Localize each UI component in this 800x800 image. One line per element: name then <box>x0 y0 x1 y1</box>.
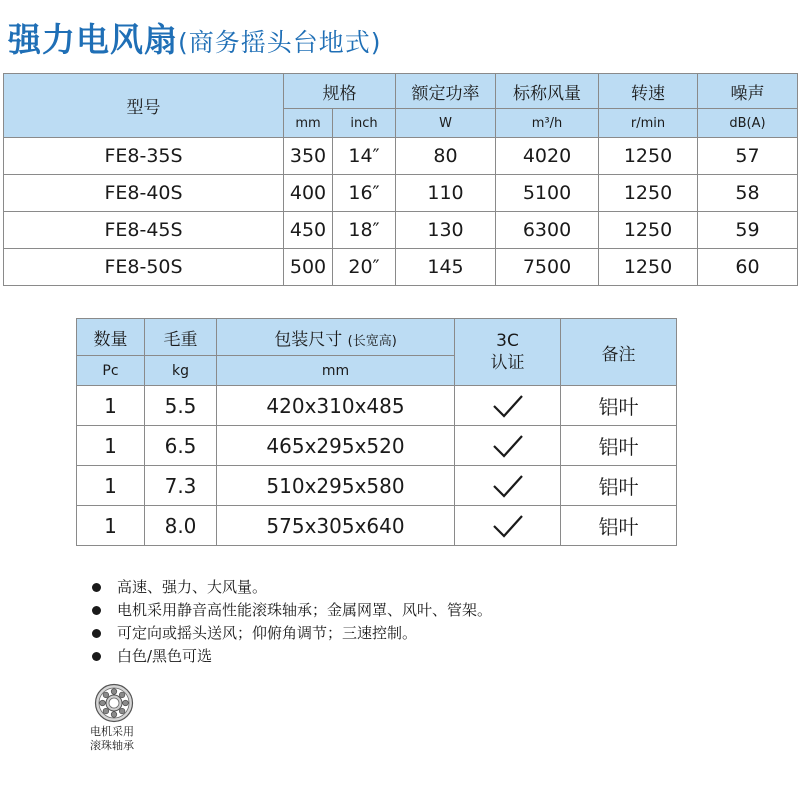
table-row <box>77 506 677 546</box>
cell-airflow: 6300 <box>496 212 599 249</box>
pack-header-row <box>77 319 677 356</box>
cell-inch: 18″ <box>333 212 396 249</box>
bearing-label-line1: 电机采用 <box>90 725 134 738</box>
unit-power: W <box>396 109 496 138</box>
spec-header-row <box>4 74 798 109</box>
unit-noise: dB(A) <box>698 109 798 138</box>
cell-speed: 1250 <box>599 175 698 212</box>
cell-qty: 1 <box>77 386 145 426</box>
header-airflow: 标称风量 <box>496 74 599 109</box>
title-main: 强力电风扇 <box>8 20 178 59</box>
bullet-icon <box>92 629 101 638</box>
cell-remark: 铝叶 <box>561 386 677 426</box>
bullet-icon <box>92 606 101 615</box>
cell-model: FE8-50S <box>4 249 284 286</box>
bullet-icon <box>92 583 101 592</box>
header-model: 型号 <box>4 74 284 138</box>
unit-speed: r/min <box>599 109 698 138</box>
cell-noise: 58 <box>698 175 798 212</box>
cell-inch: 20″ <box>333 249 396 286</box>
cell-remark: 铝叶 <box>561 466 677 506</box>
cell-power: 110 <box>396 175 496 212</box>
cell-cert <box>455 466 561 506</box>
feature-text: 白色/黑色可选 <box>117 647 213 665</box>
unit-mm: mm <box>284 109 333 138</box>
cell-inch: 14″ <box>333 138 396 175</box>
cell-airflow: 4020 <box>496 138 599 175</box>
cell-speed: 1250 <box>599 249 698 286</box>
unit-airflow: m³/h <box>496 109 599 138</box>
header-cert <box>455 319 561 386</box>
header-power: 额定功率 <box>396 74 496 109</box>
cell-cert <box>455 426 561 466</box>
header-speed: 转速 <box>599 74 698 109</box>
cell-power: 80 <box>396 138 496 175</box>
cell-model: FE8-40S <box>4 175 284 212</box>
cell-airflow: 7500 <box>496 249 599 286</box>
cell-noise: 60 <box>698 249 798 286</box>
table-row <box>77 386 677 426</box>
cell-airflow: 5100 <box>496 175 599 212</box>
bearing-label <box>90 725 134 753</box>
cell-speed: 1250 <box>599 212 698 249</box>
list-item <box>92 599 492 622</box>
table-row <box>77 426 677 466</box>
packing-table <box>76 318 677 546</box>
cell-mm: 500 <box>284 249 333 286</box>
header-dims-label: 包装尺寸 <box>274 329 343 350</box>
unit-inch: inch <box>333 109 396 138</box>
page-title <box>8 14 382 61</box>
feature-text: 可定向或摇头送风；仰俯角调节；三速控制。 <box>117 624 418 642</box>
feature-list <box>92 576 492 668</box>
unit-weight: kg <box>145 356 217 386</box>
table-row <box>4 212 798 249</box>
cell-speed: 1250 <box>599 138 698 175</box>
unit-dims: mm <box>217 356 455 386</box>
feature-text: 电机采用静音高性能滚珠轴承；金属网罩、风叶、管架。 <box>117 601 493 619</box>
checkmark-icon <box>491 473 525 499</box>
cell-mm: 450 <box>284 212 333 249</box>
ball-bearing-icon <box>94 683 134 723</box>
cell-mm: 400 <box>284 175 333 212</box>
spec-table <box>3 73 798 286</box>
checkmark-icon <box>491 393 525 419</box>
cell-cert <box>455 506 561 546</box>
header-cert-line1: 3C <box>496 331 519 351</box>
bullet-icon <box>92 652 101 661</box>
cell-noise: 59 <box>698 212 798 249</box>
checkmark-icon <box>491 433 525 459</box>
unit-qty: Pc <box>77 356 145 386</box>
checkmark-icon <box>491 513 525 539</box>
table-row <box>4 249 798 286</box>
cell-inch: 16″ <box>333 175 396 212</box>
header-weight: 毛重 <box>145 319 217 356</box>
cell-power: 145 <box>396 249 496 286</box>
cell-qty: 1 <box>77 466 145 506</box>
cell-weight: 8.0 <box>145 506 217 546</box>
header-remark: 备注 <box>561 319 677 386</box>
cell-dims: 420x310x485 <box>217 386 455 426</box>
cell-mm: 350 <box>284 138 333 175</box>
feature-text: 高速、强力、大风量。 <box>117 578 268 596</box>
title-sub: (商务摇头台地式) <box>178 28 382 57</box>
cell-cert <box>455 386 561 426</box>
table-row <box>4 175 798 212</box>
list-item <box>92 645 492 668</box>
table-row <box>4 138 798 175</box>
header-dims <box>217 319 455 356</box>
cell-model: FE8-35S <box>4 138 284 175</box>
cell-qty: 1 <box>77 506 145 546</box>
list-item <box>92 622 492 645</box>
cell-model: FE8-45S <box>4 212 284 249</box>
cell-weight: 6.5 <box>145 426 217 466</box>
cell-power: 130 <box>396 212 496 249</box>
list-item <box>92 576 492 599</box>
table-row <box>77 466 677 506</box>
header-qty: 数量 <box>77 319 145 356</box>
cell-weight: 7.3 <box>145 466 217 506</box>
bearing-label-line2: 滚珠轴承 <box>90 739 134 752</box>
header-cert-line2: 认证 <box>490 353 525 373</box>
cell-noise: 57 <box>698 138 798 175</box>
cell-qty: 1 <box>77 426 145 466</box>
cell-weight: 5.5 <box>145 386 217 426</box>
cell-remark: 铝叶 <box>561 506 677 546</box>
header-size: 规格 <box>284 74 396 109</box>
header-noise: 噪声 <box>698 74 798 109</box>
cell-dims: 465x295x520 <box>217 426 455 466</box>
cell-remark: 铝叶 <box>561 426 677 466</box>
header-dims-note: (长宽高) <box>347 333 397 349</box>
cell-dims: 510x295x580 <box>217 466 455 506</box>
cell-dims: 575x305x640 <box>217 506 455 546</box>
